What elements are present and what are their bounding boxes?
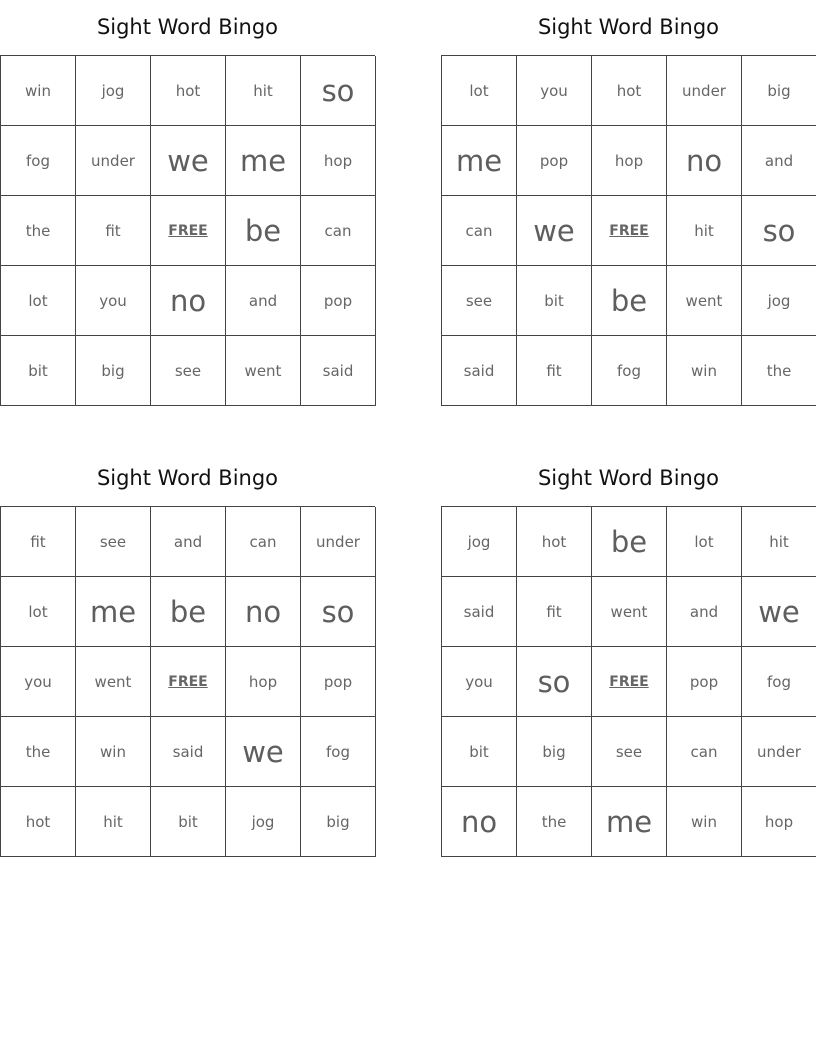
bingo-cell: so: [301, 577, 376, 647]
card-title: Sight Word Bingo: [96, 466, 279, 490]
bingo-cell: said: [442, 577, 517, 647]
bingo-cell: me: [442, 126, 517, 196]
bingo-cell: can: [301, 196, 376, 266]
bingo-cell: jog: [742, 266, 816, 336]
bingo-cell: fit: [517, 577, 592, 647]
free-space: FREE: [592, 647, 667, 717]
free-space: FREE: [151, 647, 226, 717]
bingo-cell: bit: [442, 717, 517, 787]
bingo-cell: fog: [1, 126, 76, 196]
bingo-cell: went: [226, 336, 301, 406]
bingo-cell: under: [76, 126, 151, 196]
card-title: Sight Word Bingo: [96, 15, 279, 39]
bingo-cell: hot: [1, 787, 76, 857]
bingo-cell: went: [592, 577, 667, 647]
bingo-cell: win: [1, 56, 76, 126]
bingo-cell: pop: [517, 126, 592, 196]
bingo-cell: hot: [517, 507, 592, 577]
bingo-cell: win: [667, 336, 742, 406]
bingo-cell: can: [442, 196, 517, 266]
bingo-cell: and: [667, 577, 742, 647]
bingo-cell: big: [742, 56, 816, 126]
free-space: FREE: [151, 196, 226, 266]
bingo-cell: you: [517, 56, 592, 126]
bingo-cell: big: [517, 717, 592, 787]
bingo-cell: see: [442, 266, 517, 336]
bingo-card-2: [441, 8, 816, 406]
bingo-cell: the: [1, 717, 76, 787]
bingo-cell: be: [592, 266, 667, 336]
bingo-cell: so: [517, 647, 592, 717]
bingo-grid: [441, 506, 816, 857]
bingo-card-1: [0, 8, 375, 406]
bingo-cell: the: [742, 336, 816, 406]
bingo-cell: said: [301, 336, 376, 406]
bingo-cell: hot: [151, 56, 226, 126]
bingo-cell: hop: [742, 787, 816, 857]
bingo-cell: be: [226, 196, 301, 266]
card-title: Sight Word Bingo: [537, 466, 720, 490]
bingo-cell: pop: [301, 647, 376, 717]
bingo-cell: said: [151, 717, 226, 787]
bingo-cell: can: [226, 507, 301, 577]
bingo-cell: hop: [592, 126, 667, 196]
bingo-grid: [0, 55, 375, 406]
bingo-cell: win: [667, 787, 742, 857]
bingo-grid: [0, 506, 375, 857]
bingo-cell: we: [742, 577, 816, 647]
bingo-cell: see: [76, 507, 151, 577]
bingo-cell: went: [76, 647, 151, 717]
bingo-cell: hop: [301, 126, 376, 196]
bingo-cell: lot: [442, 56, 517, 126]
bingo-cell: said: [442, 336, 517, 406]
bingo-cell: and: [151, 507, 226, 577]
bingo-cell: see: [592, 717, 667, 787]
bingo-cell: you: [76, 266, 151, 336]
free-space: FREE: [592, 196, 667, 266]
bingo-cell: lot: [1, 266, 76, 336]
bingo-cell: we: [517, 196, 592, 266]
bingo-cell: be: [592, 507, 667, 577]
bingo-cell: fit: [1, 507, 76, 577]
bingo-cell: jog: [76, 56, 151, 126]
bingo-cell: hit: [76, 787, 151, 857]
bingo-cell: fog: [742, 647, 816, 717]
bingo-cell: under: [667, 56, 742, 126]
bingo-cell: fog: [301, 717, 376, 787]
bingo-cell: the: [517, 787, 592, 857]
bingo-cell: hit: [742, 507, 816, 577]
bingo-cell: lot: [667, 507, 742, 577]
bingo-cell: pop: [301, 266, 376, 336]
bingo-cell: bit: [1, 336, 76, 406]
bingo-cell: so: [742, 196, 816, 266]
bingo-cell: bit: [151, 787, 226, 857]
bingo-cell: lot: [1, 577, 76, 647]
bingo-cell: you: [442, 647, 517, 717]
bingo-cell: no: [226, 577, 301, 647]
bingo-cell: win: [76, 717, 151, 787]
bingo-cell: fit: [517, 336, 592, 406]
bingo-cell: fit: [76, 196, 151, 266]
bingo-cell: bit: [517, 266, 592, 336]
bingo-cell: jog: [442, 507, 517, 577]
bingo-card-4: [441, 459, 816, 857]
bingo-cell: hit: [667, 196, 742, 266]
bingo-cell: and: [742, 126, 816, 196]
bingo-cell: can: [667, 717, 742, 787]
bingo-cell: hop: [226, 647, 301, 717]
bingo-cell: went: [667, 266, 742, 336]
bingo-cell: fog: [592, 336, 667, 406]
bingo-cell: me: [592, 787, 667, 857]
card-title: Sight Word Bingo: [537, 15, 720, 39]
bingo-cell: so: [301, 56, 376, 126]
bingo-cell: jog: [226, 787, 301, 857]
bingo-cell: me: [76, 577, 151, 647]
bingo-cell: no: [667, 126, 742, 196]
bingo-cell: hit: [226, 56, 301, 126]
bingo-cell: you: [1, 647, 76, 717]
bingo-cell: no: [151, 266, 226, 336]
bingo-cell: the: [1, 196, 76, 266]
bingo-cell: and: [226, 266, 301, 336]
bingo-cell: no: [442, 787, 517, 857]
bingo-cell: big: [76, 336, 151, 406]
bingo-cell: hot: [592, 56, 667, 126]
bingo-cell: see: [151, 336, 226, 406]
bingo-card-3: [0, 459, 375, 857]
bingo-cell: be: [151, 577, 226, 647]
bingo-cell: we: [226, 717, 301, 787]
bingo-cell: under: [742, 717, 816, 787]
bingo-cell: big: [301, 787, 376, 857]
bingo-cell: we: [151, 126, 226, 196]
bingo-cell: under: [301, 507, 376, 577]
bingo-cell: me: [226, 126, 301, 196]
bingo-grid: [441, 55, 816, 406]
bingo-cell: pop: [667, 647, 742, 717]
